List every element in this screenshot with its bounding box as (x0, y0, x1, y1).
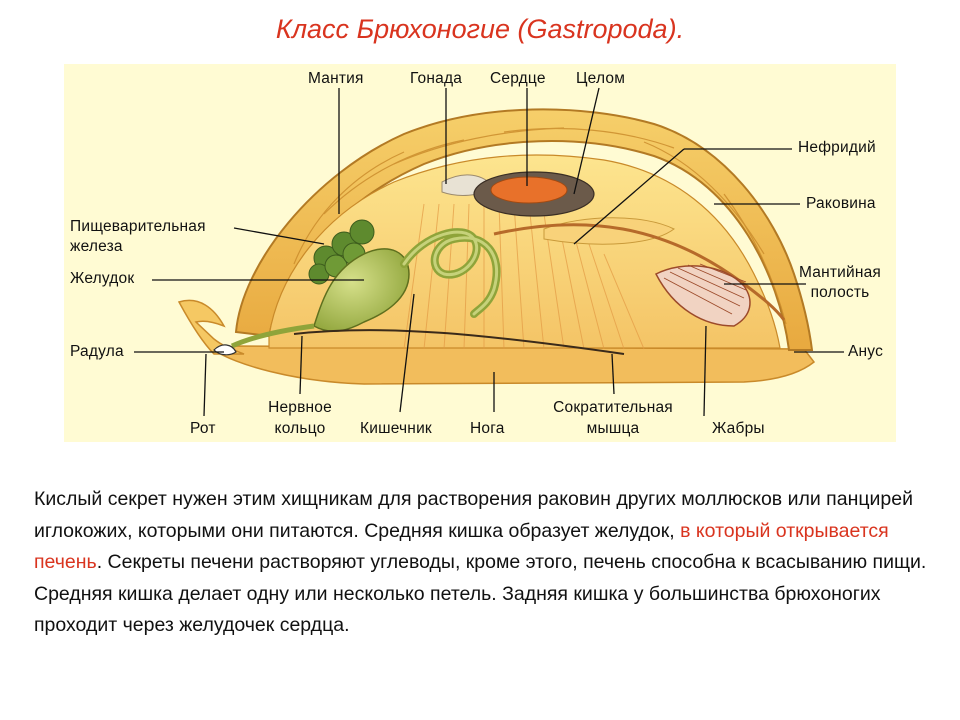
description-paragraph (34, 484, 934, 642)
label-nephridium: Нефридий (798, 139, 876, 156)
label-intestine: Кишечник (360, 420, 432, 437)
paragraph-part2: . Секреты печени растворяют углеводы, кроме этого, печень способна к всасыванию пищи. Средняя кишка делает одну или несколько петель. Задняя кишка у большинства брюхоногих проходит через желудочек сердца. (34, 551, 927, 636)
label-mantle: Мантия (308, 70, 364, 87)
label-nerve-ring-line1: Нервное (268, 399, 332, 416)
label-mantle-cavity-line1: Мантийная (798, 264, 882, 281)
label-digestive-gland-line1: Пищеварительная (70, 218, 206, 235)
label-mouth: Рот (190, 420, 216, 437)
label-retractor-line1: Сократительная (553, 399, 673, 416)
label-digestive-gland-line2: железа (70, 238, 123, 255)
label-shell: Раковина (806, 195, 876, 212)
paragraph-highlight: в который открывается печень (34, 519, 889, 573)
heart (491, 177, 567, 203)
label-stomach: Желудок (70, 270, 135, 287)
label-radula: Радула (70, 343, 124, 360)
label-anus: Анус (848, 343, 884, 360)
label-nerve-ring-line2: кольцо (274, 420, 326, 437)
label-gonad: Гонада (410, 70, 463, 87)
gastropoda-anatomy-diagram (64, 64, 896, 442)
label-mantle-cavity-line2: полость (810, 284, 870, 301)
label-coelom: Целом (576, 70, 626, 87)
foot-body (214, 346, 814, 384)
label-retractor-line2: мышца (586, 420, 640, 437)
page-title: Класс Брюхоногие (Gastropoda). (275, 14, 685, 44)
label-gills: Жабры (712, 420, 765, 437)
label-foot: Нога (470, 420, 505, 437)
paragraph-part1: Кислый секрет нужен этим хищникам для растворения раковин других моллюсков или панцирей иглокожих, которыми они питаются. Средняя кишка образует желудок, (34, 488, 913, 542)
label-heart: Сердце (490, 70, 546, 87)
diagram-illustration (64, 64, 896, 442)
